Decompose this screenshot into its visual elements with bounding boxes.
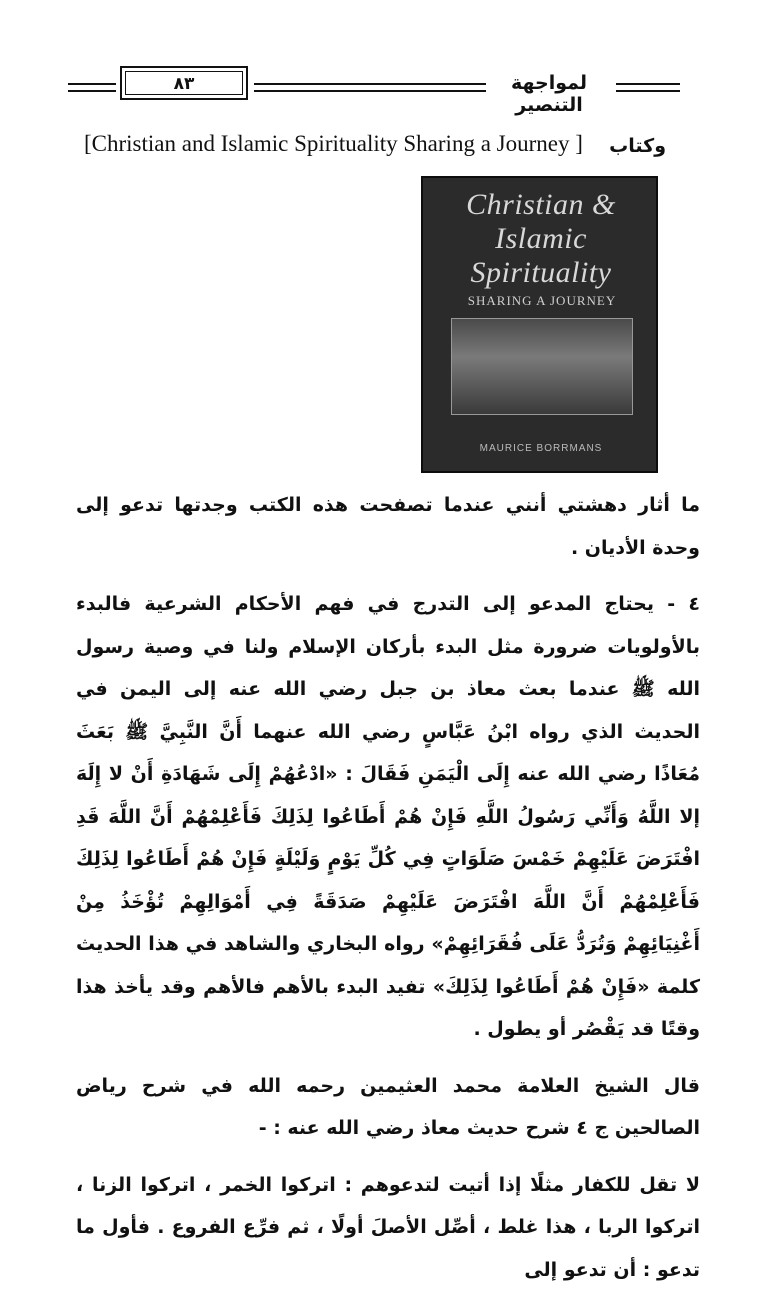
- book-english-title: [Christian and Islamic Spirituality Sharing a Journey ]: [84, 131, 583, 156]
- header-rule-right: [616, 83, 680, 92]
- page-number-box: [120, 66, 248, 100]
- cover-title-line2: Spirituality: [470, 256, 612, 289]
- paragraph-point-4: ٤ - يحتاج المدعو إلى التدرج في فهم الأحكام الشرعية فالبدء بالأولويات ضرورة مثل البدء بأركان الإسلام ولنا في وصية رسول الله ﷺ عندما بعث معاذ بن جبل رضي الله عنه إلى اليمن في الحديث الذي رواه ابْنُ عَبَّاسٍ رضي الله عنهما أَنَّ النَّبِيَّ ﷺ بَعَثَ مُعَاذًا رضي الله عنه إِلَى الْيَمَنِ فَقَالَ : «ادْعُهُمْ إِلَى شَهَادَةِ أَنْ لا إِلَهَ إلا اللَّهُ وَأَنِّي رَسُولُ اللَّهِ فَإِنْ هُمْ أَطَاعُوا لِذَلِكَ فَأَعْلِمْهُمْ أَنَّ اللَّهَ قَدِ افْتَرَضَ عَلَيْهِمْ خَمْسَ صَلَوَاتٍ فِي كُلِّ يَوْمٍ وَلَيْلَةٍ فَإِنْ هُمْ أَطَاعُوا لِذَلِكَ فَأَعْلِمْهُمْ أَنَّ اللَّهَ افْتَرَضَ عَلَيْهِمْ صَدَقَةً فِي أَمْوَالِهِمْ تُؤْخَذُ مِنْ أَغْنِيَائِهِمْ وَتُرَدُّ عَلَى فُقَرَائِهِمْ» رواه البخاري والشاهد في هذا الحديث كلمة «فَإِنْ هُمْ أَطَاعُوا لِذَلِكَ» تفيد البدء بالأهم فالأهم وقد يأخذ هذا وقتًا قد يَقْصُر أو يطول .: [76, 593, 700, 1040]
- body-text: [76, 484, 700, 1305]
- page-header: [68, 66, 680, 116]
- paragraph-intro: ما أثار دهشتي أنني عندما تصفحت هذه الكتب وجدتها تدعو إلى وحدة الأديان .: [76, 494, 700, 559]
- cover-title: [431, 188, 651, 290]
- header-rule-middle: [254, 83, 486, 92]
- running-title: لمواجهة التنصير: [510, 72, 588, 116]
- paragraph-quote: لا تقل للكفار مثلًا إذا أتيت لتدعوهم : اتركوا الخمر ، اتركوا الزنا ، اتركوا الربا ، هذا غلط ، أصِّل الأصلَ أولًا ، ثم فرِّع الفروع . فأول ما تدعو : أن تدعو إلى: [76, 1173, 700, 1281]
- paragraph-quote-intro: قال الشيخ العلامة محمد العثيمين رحمه الله في شرح رياض الصالحين ج ٤ شرح حديث معاذ رضي الله عنه : -: [76, 1074, 700, 1139]
- page-number: ٨٣: [125, 71, 243, 95]
- book-reference: [70, 126, 696, 166]
- book-cover-image: [421, 176, 658, 473]
- cover-author: MAURICE BORRMANS: [479, 443, 603, 454]
- book-arabic-prefix: وكتاب: [609, 135, 666, 157]
- cover-picture: [451, 318, 633, 415]
- header-rule-left: [68, 83, 116, 92]
- cover-subtitle: SHARING A JOURNEY: [467, 293, 617, 308]
- cover-title-line1: Christian & Islamic: [466, 188, 616, 255]
